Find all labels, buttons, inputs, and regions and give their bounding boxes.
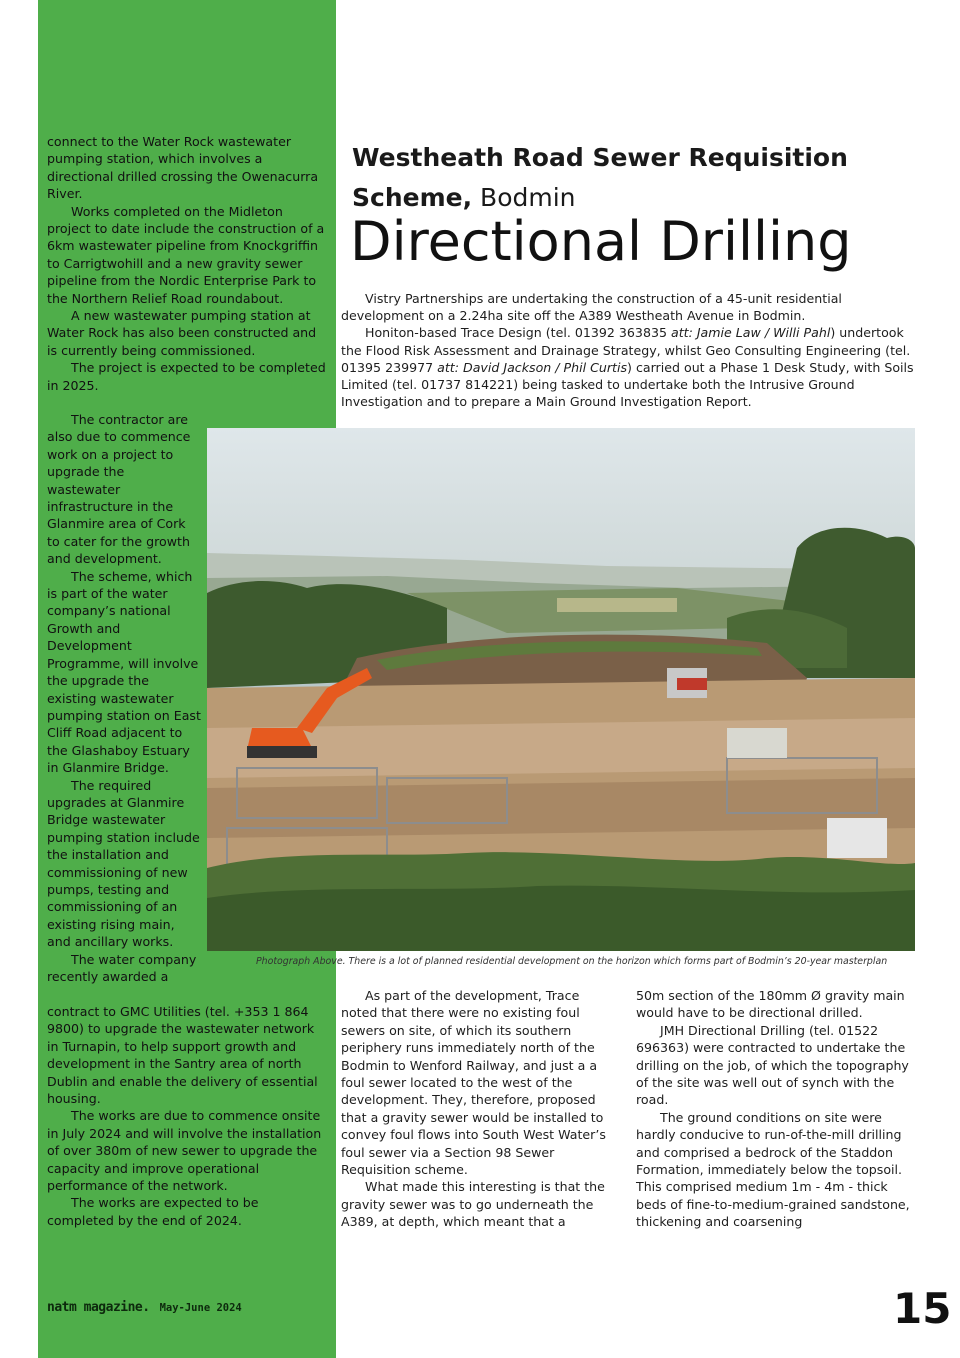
body-paragraph: JMH Directional Drilling (tel. 01522 696363) were contracted to undertake the drilling on the job, of which the topography of the site was well out of synch with the road.	[636, 1022, 909, 1108]
kicker-location: Bodmin	[472, 183, 576, 212]
intro-paragraph-2	[341, 324, 915, 410]
left-para: The contractor are also due to commence work on a project to upgrade the wastewater infrastructure in the Glanmire area of Cork to cater for the growth and development.	[47, 412, 191, 567]
left-para: The works are due to commence onsite in July 2024 and will involve the installation of over 380m of new sewer to upgrade the capacity and improve operational performance of the network.	[47, 1108, 322, 1194]
left-para: The project is expected to be completed in 2025.	[47, 360, 326, 393]
left-column-narrow	[47, 411, 201, 985]
left-para: contract to GMC Utilities (tel. +353 1 864 9800) to upgrade the wastewater network in Turnapin, to help support growth and development in the Santry area of north Dublin and enable the delivery of essential housing.	[47, 1004, 318, 1107]
article-intro	[341, 290, 915, 410]
left-para: A new wastewater pumping station at Water Rock has also been constructed and is currently being commissioned.	[47, 308, 317, 358]
left-para: The works are expected to be completed by the end of 2024.	[47, 1195, 259, 1228]
article-kicker	[352, 138, 932, 218]
left-column-bottom	[47, 1003, 327, 1229]
intro-text: ) undertook the Flood Risk Assessment and Drainage Strategy, whilst Geo Consulting Engineering (tel. 01395 239977	[341, 325, 911, 375]
issue-date: May-June 2024	[159, 1302, 242, 1314]
left-para: The required upgrades at Glanmire Bridge wastewater pumping station include the installation and commissioning of new pumps, testing and commissioning of an existing rising main, and ancillary works.	[47, 777, 200, 950]
construction-site-illustration	[207, 428, 915, 951]
kicker-scheme: Scheme,	[352, 183, 473, 212]
intro-attention: att: Jamie Law / Willi Pahl	[671, 325, 831, 341]
kicker-line-1: Westheath Road Sewer Requisition	[352, 143, 848, 172]
body-paragraph: What made this interesting is that the gravity sewer was to go underneath the A389, at depth, which meant that a	[341, 1179, 605, 1230]
left-para: The water company recently awarded a	[47, 951, 197, 984]
body-paragraph: The ground conditions on site were hardly conducive to run-of-the-mill drilling and comprised a bedrock of the Staddon Formation, immediately below the topsoil. This comprised medium 1m - 4m - thick beds of fine-to-medium-grained sandstone, thickening and coarsening	[636, 1109, 910, 1230]
page-number: 15	[893, 1284, 952, 1333]
footer-masthead	[47, 1300, 242, 1315]
left-para: Works completed on the Midleton project to date include the construction of a 6km wastewater pipeline from Knockgriffin to Carrigtwohill and a new gravity sewer pipeline from the Nordic Enterprise Park to the Northern Relief Road roundabout.	[47, 203, 325, 306]
left-para: The scheme, which is part of the water company’s national Growth and Development Programme, will involve the upgrade the existing wastewater pumping station on East Cliff Road adjacent to the Glashaboy Estuary in Glanmire Bridge.	[47, 568, 201, 776]
article-headline: Directional Drilling	[350, 210, 852, 273]
intro-text: ) carried out a Phase 1 Desk Study, with Soils Limited (tel. 01737 814221) being tasked to undertake both the Intrusive Ground Investigation and to prepare a Main Ground Investigation Report.	[341, 359, 914, 410]
body-paragraph: 50m section of the 180mm Ø gravity main would have to be directional drilled.	[636, 988, 905, 1021]
magazine-name: natm magazine.	[47, 1300, 150, 1315]
photo-caption: Photograph Above. There is a lot of planned residential development on the horizon which forms part of Bodmin’s 20-year masterplan	[256, 956, 888, 967]
left-column-top	[47, 133, 327, 394]
article-column-3	[636, 987, 918, 1231]
intro-attention: att: David Jackson / Phil Curtis	[437, 359, 628, 375]
body-paragraph: As part of the development, Trace noted that there were no existing foul sewers on site, of which its southern periphery runs immediately north of the Bodmin to Wenford Railway, and just a a foul sewer located to the west of the development. They, therefore, proposed that a gravity sewer would be installed to convey foul flows into South West Water’s foul sewer via a Section 98 Sewer Requisition scheme.	[341, 988, 606, 1178]
left-para: connect to the Water Rock wastewater pumping station, which involves a directional drilled crossing the Owenacurra River.	[47, 134, 319, 202]
intro-paragraph-1: Vistry Partnerships are undertaking the construction of a 45-unit residential development on a 2.24ha site off the A389 Westheath Avenue in Bodmin.	[341, 291, 842, 324]
article-column-2	[341, 987, 611, 1231]
intro-text: Honiton-based Trace Design (tel. 01392 363835	[365, 325, 671, 341]
construction-site-photo	[207, 428, 915, 951]
